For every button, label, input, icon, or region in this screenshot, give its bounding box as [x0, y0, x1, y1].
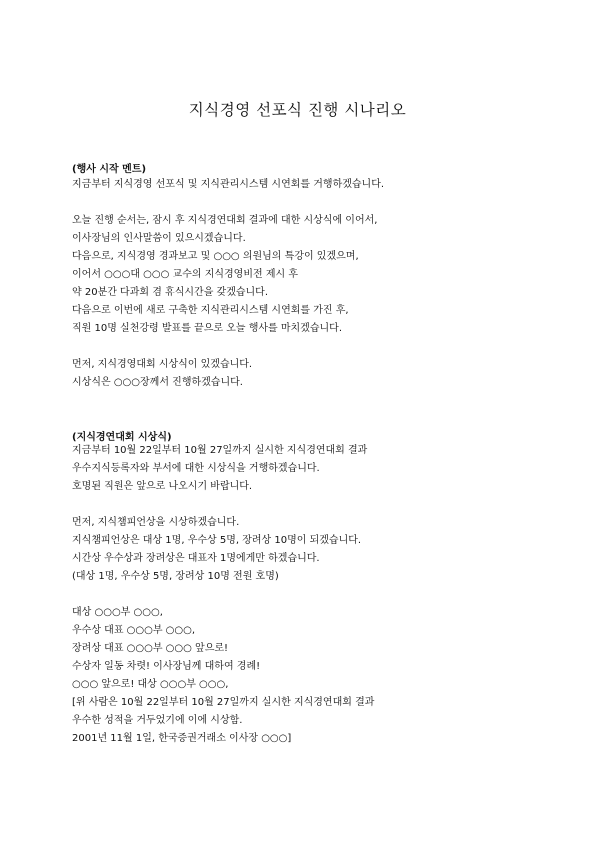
body-line: 우수지식등록자와 부서에 대한 시상식을 거행하겠습니다.: [72, 463, 320, 474]
body-line: 먼저, 지식챔피언상을 시상하겠습니다.: [72, 517, 240, 528]
body-line: 지식챔피언상은 대상 1명, 우수상 5명, 장려상 10명이 되겠습니다.: [72, 535, 362, 546]
body-line: 수상자 일동 차렷! 이사장님께 대하여 경례!: [72, 661, 261, 672]
body-line: 장려상 대표 ○○○부 ○○○ 앞으로!: [72, 643, 229, 654]
body-line: 이사장님의 인사말씀이 있으시겠습니다.: [72, 233, 246, 244]
section-heading-opening: (행사 시작 멘트): [72, 164, 147, 175]
section-body-award-ceremony: [72, 442, 532, 748]
section-heading-award-ceremony: (지식경연대회 시상식): [72, 432, 172, 443]
body-line: 직원 10명 실천강령 발표를 끝으로 오늘 행사를 마치겠습니다.: [72, 323, 342, 334]
body-line: 호명된 직원은 앞으로 나오시기 바랍니다.: [72, 481, 253, 492]
body-line: [72, 586, 532, 604]
body-line: [72, 496, 532, 514]
section-body-opening: [72, 176, 532, 392]
body-line: 시상식은 ○○○장께서 진행하겠습니다.: [72, 377, 243, 388]
body-line: 지금부터 지식경영 선포식 및 지식관리시스템 시연회를 거행하겠습니다.: [72, 179, 385, 190]
body-line: [72, 194, 532, 212]
body-line: 약 20분간 다과회 겸 휴식시간을 갖겠습니다.: [72, 287, 269, 298]
body-line: 다음으로, 지식경영 경과보고 및 ○○○ 의원님의 특강이 있겠으며,: [72, 251, 359, 262]
body-line: 우수한 성적을 거두었기에 이에 시상함.: [72, 715, 243, 726]
body-line: ○○○ 앞으로! 대상 ○○○부 ○○○,: [72, 679, 229, 690]
body-line: 대상 ○○○부 ○○○,: [72, 607, 163, 618]
body-line: 먼저, 지식경영대회 시상식이 있겠습니다.: [72, 359, 253, 370]
body-line: 시간상 우수상과 장려상은 대표자 1명에게만 하겠습니다.: [72, 553, 320, 564]
body-line: 우수상 대표 ○○○부 ○○○,: [72, 625, 196, 636]
document-title: 지식경영 선포식 진행 시나리오: [188, 101, 407, 119]
body-line: 다음으로 이번에 새로 구축한 지식관리시스템 시연회를 가진 후,: [72, 305, 349, 316]
body-line: 이어서 ○○○대 ○○○ 교수의 지식경영비전 제시 후: [72, 269, 298, 280]
body-line: 2001년 11월 1일, 한국증권거래소 이사장 ○○○]: [72, 733, 292, 744]
body-line: 지금부터 10월 22일부터 10월 27일까지 실시한 지식경연대회 결과: [72, 445, 368, 456]
body-line: [72, 338, 532, 356]
body-line: [위 사람은 10월 22일부터 10월 27일까지 실시한 지식경연대회 결과: [72, 697, 375, 708]
body-line: 오늘 진행 순서는, 잠시 후 지식경연대회 결과에 대한 시상식에 이어서,: [72, 215, 378, 226]
body-line: (대상 1명, 우수상 5명, 장려상 10명 전원 호명): [72, 571, 279, 582]
